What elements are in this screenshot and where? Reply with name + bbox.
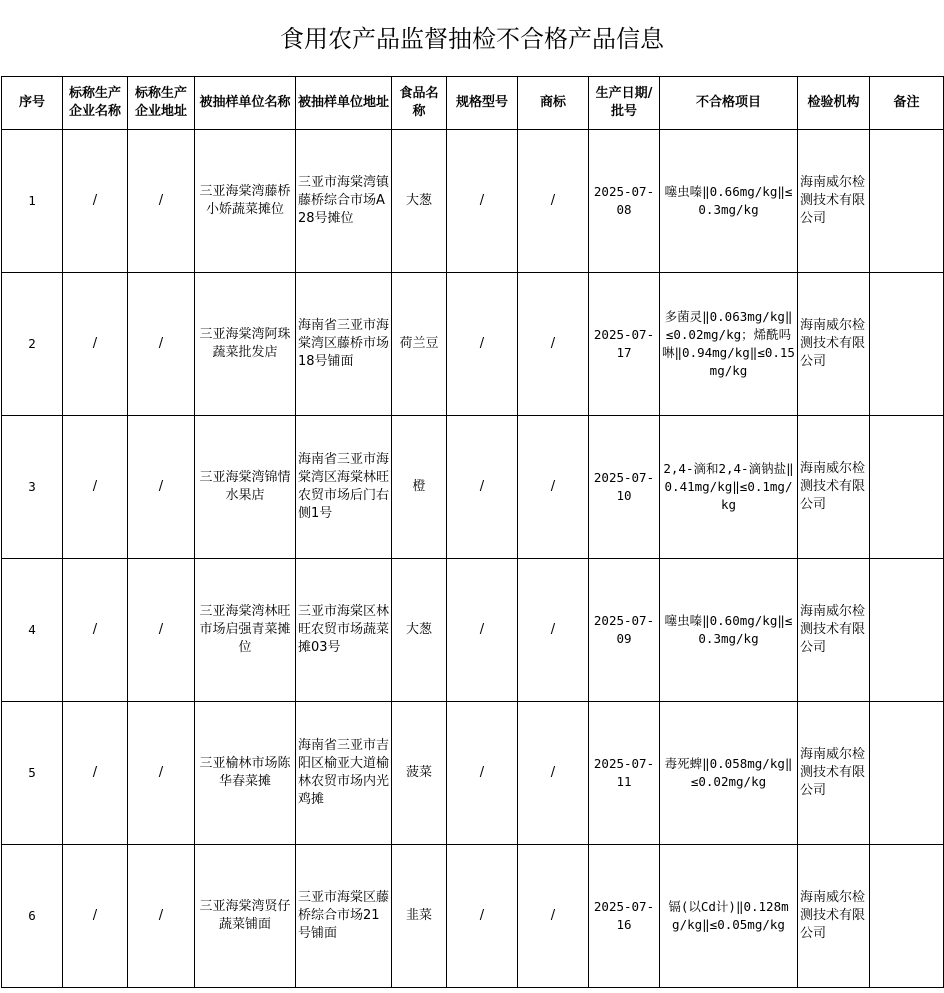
cell-sampled-unit: 三亚海棠湾贤仔蔬菜铺面 — [195, 845, 296, 988]
cell-food: 大葱 — [392, 130, 447, 273]
col-header-sampled-unit-address: 被抽样单位地址 — [296, 77, 392, 130]
cell-sampled-unit: 三亚海棠湾林旺市场启强青菜摊位 — [195, 559, 296, 702]
cell-no: 6 — [2, 845, 63, 988]
cell-no: 4 — [2, 559, 63, 702]
cell-agency: 海南威尔检测技术有限公司 — [798, 559, 870, 702]
cell-failed-item: 多菌灵‖0.063mg/kg‖≤0.02mg/kg；烯酰吗啉‖0.94mg/kg‖≤0.15mg/kg — [660, 273, 798, 416]
cell-producer-address: / — [128, 416, 195, 559]
cell-producer-address: / — [128, 273, 195, 416]
col-header-food: 食品名称 — [392, 77, 447, 130]
cell-agency: 海南威尔检测技术有限公司 — [798, 416, 870, 559]
table-row — [2, 702, 944, 845]
cell-sampled-unit: 三亚榆林市场陈华春菜摊 — [195, 702, 296, 845]
cell-brand: / — [518, 273, 589, 416]
cell-sampled-unit-address: 三亚市海棠湾镇藤桥综合市场A28号摊位 — [296, 130, 392, 273]
cell-sampled-unit: 三亚海棠湾藤桥小娇蔬菜摊位 — [195, 130, 296, 273]
cell-sampled-unit-address: 海南省三亚市海棠湾区藤桥市场18号铺面 — [296, 273, 392, 416]
cell-producer: / — [63, 845, 128, 988]
cell-producer-address: / — [128, 845, 195, 988]
cell-producer-address: / — [128, 702, 195, 845]
cell-failed-item: 噻虫嗪‖0.60mg/kg‖≤0.3mg/kg — [660, 559, 798, 702]
cell-no: 2 — [2, 273, 63, 416]
cell-brand: / — [518, 845, 589, 988]
cell-spec: / — [447, 559, 518, 702]
col-header-brand: 商标 — [518, 77, 589, 130]
cell-note — [870, 559, 944, 702]
results-table — [1, 76, 944, 988]
table-row — [2, 416, 944, 559]
cell-brand: / — [518, 559, 589, 702]
cell-producer: / — [63, 273, 128, 416]
cell-food: 菠菜 — [392, 702, 447, 845]
col-header-date: 生产日期/批号 — [589, 77, 660, 130]
cell-failed-item: 噻虫嗪‖0.66mg/kg‖≤0.3mg/kg — [660, 130, 798, 273]
cell-spec: / — [447, 273, 518, 416]
cell-no: 1 — [2, 130, 63, 273]
cell-spec: / — [447, 416, 518, 559]
col-header-no: 序号 — [2, 77, 63, 130]
cell-sampled-unit: 三亚海棠湾阿珠蔬菜批发店 — [195, 273, 296, 416]
cell-brand: / — [518, 702, 589, 845]
cell-failed-item: 毒死蜱‖0.058mg/kg‖≤0.02mg/kg — [660, 702, 798, 845]
cell-date: 2025-07-10 — [589, 416, 660, 559]
col-header-producer-address: 标称生产企业地址 — [128, 77, 195, 130]
col-header-producer: 标称生产企业名称 — [63, 77, 128, 130]
cell-sampled-unit-address: 海南省三亚市海棠湾区海棠林旺农贸市场后门右侧1号 — [296, 416, 392, 559]
cell-brand: / — [518, 130, 589, 273]
cell-spec: / — [447, 845, 518, 988]
header-row — [2, 77, 944, 130]
cell-brand: / — [518, 416, 589, 559]
cell-food: 荷兰豆 — [392, 273, 447, 416]
cell-sampled-unit: 三亚海棠湾锦情水果店 — [195, 416, 296, 559]
cell-producer-address: / — [128, 130, 195, 273]
cell-agency: 海南威尔检测技术有限公司 — [798, 845, 870, 988]
col-header-failed-item: 不合格项目 — [660, 77, 798, 130]
cell-agency: 海南威尔检测技术有限公司 — [798, 702, 870, 845]
cell-food: 大葱 — [392, 559, 447, 702]
cell-agency: 海南威尔检测技术有限公司 — [798, 273, 870, 416]
cell-producer: / — [63, 130, 128, 273]
cell-date: 2025-07-11 — [589, 702, 660, 845]
page-title: 食用农产品监督抽检不合格产品信息 — [280, 25, 664, 53]
col-header-note: 备注 — [870, 77, 944, 130]
cell-no: 5 — [2, 702, 63, 845]
table-row — [2, 845, 944, 988]
cell-producer-address: / — [128, 559, 195, 702]
cell-failed-item: 2,4-滴和2,4-滴钠盐‖0.41mg/kg‖≤0.1mg/kg — [660, 416, 798, 559]
cell-food: 韭菜 — [392, 845, 447, 988]
cell-date: 2025-07-17 — [589, 273, 660, 416]
col-header-spec: 规格型号 — [447, 77, 518, 130]
cell-note — [870, 130, 944, 273]
cell-producer: / — [63, 416, 128, 559]
cell-note — [870, 702, 944, 845]
cell-producer: / — [63, 702, 128, 845]
cell-date: 2025-07-16 — [589, 845, 660, 988]
cell-food: 橙 — [392, 416, 447, 559]
cell-note — [870, 416, 944, 559]
cell-note — [870, 273, 944, 416]
cell-agency: 海南威尔检测技术有限公司 — [798, 130, 870, 273]
cell-spec: / — [447, 702, 518, 845]
cell-sampled-unit-address: 海南省三亚市吉阳区榆亚大道榆林农贸市场内光鸡摊 — [296, 702, 392, 845]
cell-spec: / — [447, 130, 518, 273]
table-row — [2, 559, 944, 702]
cell-date: 2025-07-09 — [589, 559, 660, 702]
col-header-sampled-unit: 被抽样单位名称 — [195, 77, 296, 130]
cell-failed-item: 镉(以Cd计)‖0.128mg/kg‖≤0.05mg/kg — [660, 845, 798, 988]
cell-no: 3 — [2, 416, 63, 559]
table-row — [2, 130, 944, 273]
cell-sampled-unit-address: 三亚市海棠区藤桥综合市场21号铺面 — [296, 845, 392, 988]
cell-sampled-unit-address: 三亚市海棠区林旺农贸市场蔬菜摊03号 — [296, 559, 392, 702]
cell-producer: / — [63, 559, 128, 702]
col-header-agency: 检验机构 — [798, 77, 870, 130]
table-row — [2, 273, 944, 416]
cell-note — [870, 845, 944, 988]
cell-date: 2025-07-08 — [589, 130, 660, 273]
